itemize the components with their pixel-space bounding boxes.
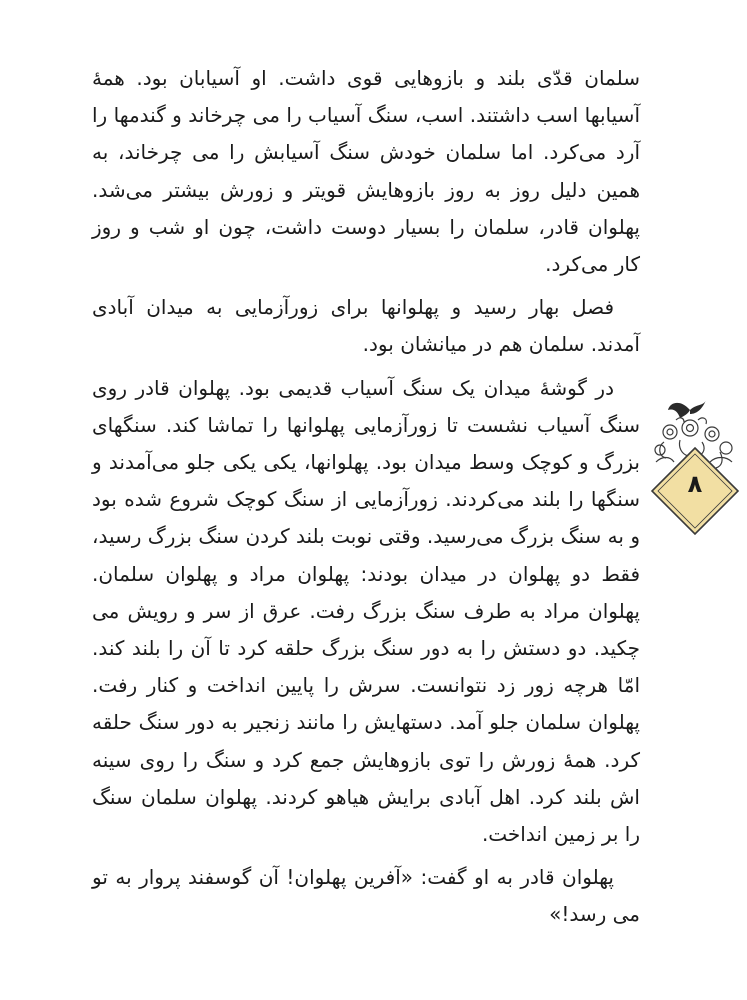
page-text: [92, 60, 640, 940]
paragraph-1: سلمان قدّی بلند و بازوهایی قوی داشت. او آسیابان بود. همهٔ آسیابها اسب داشتند. اسب، سنگ آسیاب را می چرخاند و گندمها را آرد می‌کرد. اما سلمان خودش سنگ آسیابش را می چرخاند، به همین دلیل روز به روز بازوهایش قویتر و زورش بیشتر می‌شد. پهلوان قادر، سلمان را بسیار دوست داشت، چون او شب و روز کار می‌کرد.: [92, 66, 640, 277]
page-number-marker: [650, 390, 740, 560]
paragraph-3: در گوشهٔ میدان یک سنگ آسیاب قدیمی بود. پهلوان قادر روی سنگ آسیاب نشست تا زورآزمایی پهلوانها را تماشا کند. سنگهای بزرگ و کوچک وسط میدان بود. پهلوانها، یکی یکی جلو می‌آمدند و سنگها را بلند می‌کردند. زورآزمایی از سنگ کوچک شروع شده بود و به سنگ بزرگ می‌رسید. وقتی نوبت بلند کردن سنگ بزرگ رسید، فقط دو پهلوان در میدان بودند: پهلوان مراد و پهلوان سلمان. پهلوان مراد به طرف سنگ بزرگ رفت. عرق از سر و رویش می چکید. دو دستش را به دور سنگ بزرگ حلقه کرد تا آن را بلند کند. امّا هرچه زور زد نتوانست. سرش را پایین انداخت و کنار رفت. پهلوان سلمان جلو آمد. دستهایش را مانند زنجیر به دور سنگ حلقه کرد. همهٔ زورش را توی بازوهایش جمع کرد و سنگ را روی سینه اش بلند کرد. اهل آبادی برایش هیاهو کردند. پهلوان سلمان سنگ را بر زمین انداخت.: [92, 375, 640, 847]
paragraph-2: فصل بهار رسید و پهلوانها برای زورآزمایی به میدان آبادی آمدند. سلمان هم در میانشان بود.: [92, 295, 640, 357]
page-number: ۸: [687, 470, 703, 498]
bird-icon: [668, 403, 690, 418]
paragraph-4: پهلوان قادر به او گفت: «آفرین پهلوان! آن گوسفند پروار به تو می رسد!»: [92, 865, 640, 927]
